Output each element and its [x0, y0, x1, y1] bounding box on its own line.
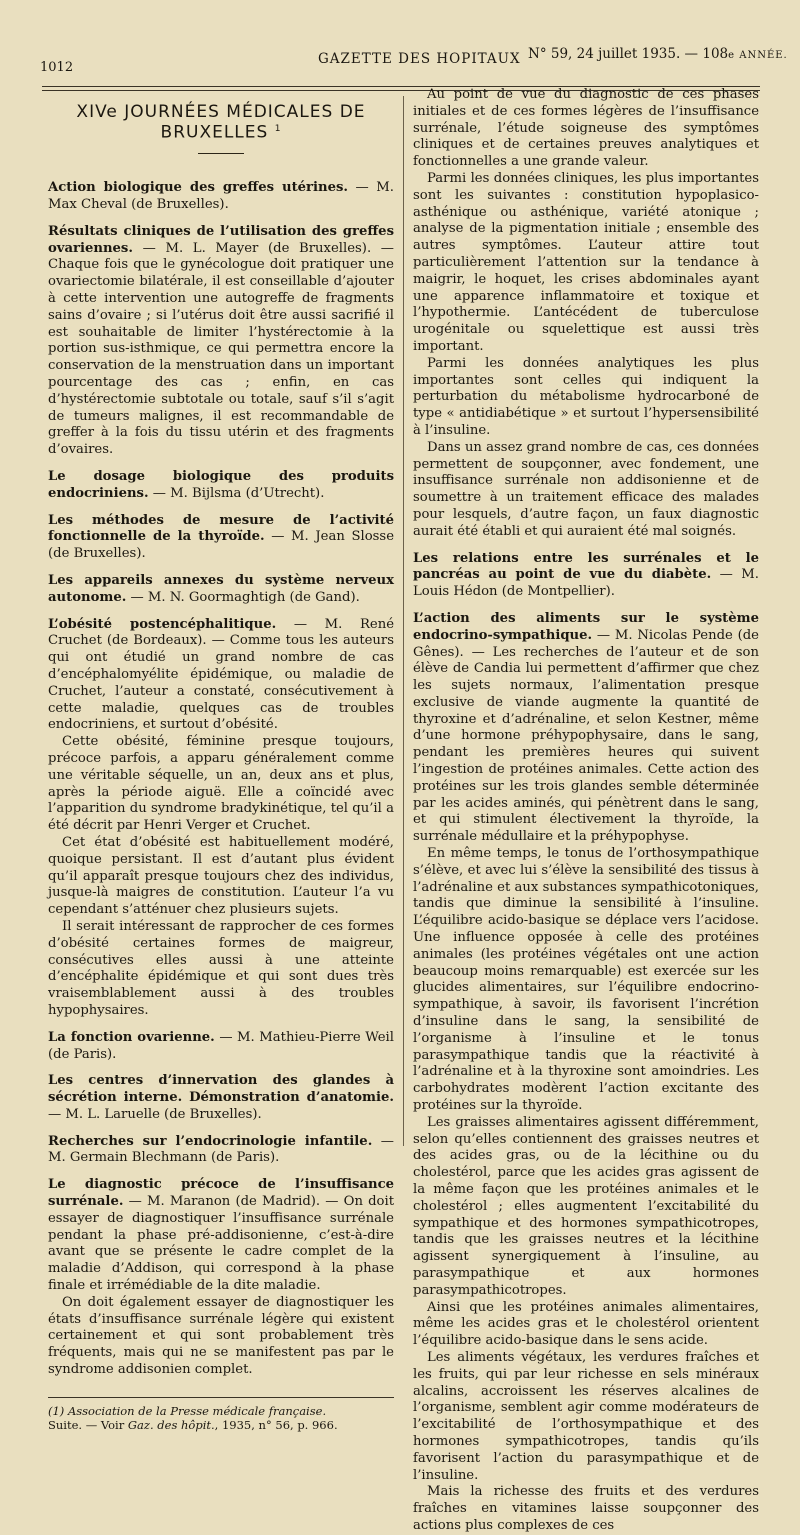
article-title-text: XIVe JOURNÉES MÉDICALES DE BRUXELLES — [76, 102, 366, 143]
section-surrenales-pancreas — [413, 551, 759, 601]
footnote-suffix: , 1935, n° 56, p. 966. — [214, 1417, 338, 1432]
section-centres-innervation — [48, 1073, 394, 1123]
paragraph: En même temps, le tonus de l’orthosympathique s’élève, et avec lui s’élève la sensibilité des tissus à l’adrénaline et aux substances sympathicotoniques, tandis que diminue la sensibilité à l’insuline. L’équilibre acido-basique se déplace vers l’acidose. Une influence opposée à celle des protéines animales (les protéines végétales ont une action beaucoup moins remarquable) est exercée sur les glucides alimentaires, sur l’équilibre endocrino-sympathique, à savoir, ils favorisent l’incrétion d’insuline dans le sang, la sensibilité de l’organisme à l’insuline et le tonus parasympathique tandis que la réactivité à l’adrénaline et à la thyroxine sont amoindries. Les carbohydrates modèrent l’action excitante des protéines sur la thyroïde. — [413, 846, 759, 1114]
section-aliments-endocrino — [413, 611, 759, 846]
section-heading: Résultats cliniques de l’utilisation des greffes ovariennes. — [48, 223, 394, 256]
section-heading: Les méthodes de mesure de l’activité fonctionnelle de la thyroïde. — [48, 512, 394, 545]
section-heading: Recherches sur l’endocrinologie infantile. — [48, 1133, 373, 1149]
issue-info — [528, 46, 788, 62]
section-heading: Les relations entre les surrénales et le pancréas au point de vue du diabète. — [413, 550, 759, 583]
paragraph: Ainsi que les protéines animales alimentaires, même les acides gras et le cholestérol orientent l’équilibre acido-basique dans le sens acide. — [413, 1299, 759, 1349]
left-column — [48, 104, 394, 1432]
page-number: 1012 — [40, 60, 74, 75]
section-author: — M. Germain Blechmann (de Paris). — [48, 1133, 394, 1166]
paragraph: Les aliments végétaux, les verdures fraîches et les fruits, qui par leur richesse en sels minéraux alcalins, accroissent les réserves alcalines de l’organisme, semblent agir comme modérateurs de l’excitabilité de l’orthosympathique et des hormones sympathicotropes, tandis qu’ils favorisent l’action du parasympathique et de l’insuline. — [413, 1349, 759, 1483]
issue-suffix: e ANNÉE. — [728, 50, 788, 61]
footnote-line — [48, 1404, 394, 1418]
section-author: — M. L. Laruelle (de Bruxelles). — [48, 1106, 262, 1122]
section-heading: L’obésité postencéphalitique. — [48, 616, 277, 632]
section-heading: Le dosage biologique des produits endocriniens. — [48, 469, 394, 501]
section-heading: Les centres d’innervation des glandes à sécrétion interne. Démonstration d’anatomie. — [48, 1073, 394, 1106]
issue-date: N° 59, 24 juillet 1935. — 108 — [528, 46, 729, 62]
paragraph: Cet état d’obésité est habituellement modéré, quoique persistant. Il est d’autant plus évident qu’il apparaît presque toujours chez des individus, jusque-là maigres de constitution. L’auteur l’a vu cependant s’atténuer chez plusieurs sujets. — [48, 834, 394, 918]
article-title — [48, 104, 394, 141]
section-author: — M. Mathieu-Pierre Weil (de Paris). — [48, 1029, 394, 1062]
section-text: — M. René Cruchet (de Bordeaux). — Comme tous les auteurs qui ont étudié un grand nombre de cas d’encéphalomyélite épidémique, ou maladie de Cruchet, l’auteur a constaté, consécutivement à cette maladie, quelques cas de troubles endocriniens, et surtout d’obésité. — [48, 616, 394, 733]
paragraph: Parmi les données analytiques les plus importantes sont celles qui indiquent la perturbation du métabolisme hydrocarboné de type « antidiabétique » et surtout l’hypersensibilité à l’insuline. — [413, 355, 759, 438]
section-endocrinologie-infantile — [48, 1134, 394, 1168]
section-heading: Action biologique des greffes utérines. — [48, 180, 349, 196]
section-heading: Les appareils annexes du système nerveux autonome. — [48, 572, 394, 605]
section-author: — M. Jean Slosse (de Bruxelles). — [48, 529, 394, 562]
paragraph: On doit également essayer de diagnostiquer les états d’insuffisance surrénale légère qui existent certainement et qui sont probablement très fréquents, mais qui ne se manifestent pas par le syndrome addisonien complet. — [48, 1294, 394, 1378]
section-greffes-uterines — [48, 180, 394, 214]
section-author: — M. Bijlsma (d’Utrecht). — [148, 485, 325, 501]
footnote-prefix: Suite. — Voir — [48, 1417, 128, 1432]
section-obesite — [48, 617, 394, 735]
column-divider — [403, 96, 404, 1146]
section-appareils-annexes — [48, 573, 394, 607]
section-dosage-biologique — [48, 469, 394, 503]
running-title: GAZETTE DES HOPITAUX — [318, 51, 521, 67]
section-fonction-ovarienne — [48, 1030, 394, 1064]
footnote-rule — [48, 1397, 394, 1398]
paragraph: Mais la richesse des fruits et des verdures fraîches en vitamines laisse soupçonner des actions plus complexes de ces — [413, 1484, 759, 1533]
paragraph: Cette obésité, féminine presque toujours, précoce parfois, a apparu généralement comme une véritable séquelle, un an, deux ans et plus, après la période aiguë. Elle a coïncidé avec l’apparition du syndrome bradykinétique, tel qu’il a été décrit par Henri Verger et Cruchet. — [48, 734, 394, 834]
section-author: — M. Max Cheval (de Bruxelles). — [48, 180, 394, 213]
section-text: — M. Nicolas Pende (de Gênes). — Les recherches de l’auteur et de son élève de Candia lui permettent d’affirmer que chez les sujets normaux, l’alimentation presque exclusive de viande augmente la quantité de thyroxine et d’adrénaline, et selon Kestner, même d’une hormone préhypophysaire, dans le sang, pendant les premières heures qui suivent l’ingestion de protéines animales. Cette action des protéines sur les trois glandes semble déterminée par les acides aminés, qui pénètrent dans le sang, et qui stimulent électivement la thyroïde, la surrénale médullaire et la préhypophyse. — [413, 627, 759, 845]
right-column — [413, 87, 759, 1535]
section-author: — M. N. Goormaghtigh (de Gand). — [126, 589, 360, 605]
section-heading: La fonction ovarienne. — [48, 1029, 215, 1045]
section-text: — M. Maranon (de Madrid). — On doit essayer de diagnostiquer l’insuffisance surrénale pendant la phase pré-addisonienne, c’est-à-dire avant que se présente le cadre complet de la maladie d’Addison, qui correspond à la phase finale et irrémédiable de la dite maladie. — [48, 1194, 394, 1294]
section-heading: Le diagnostic précoce de l’insuffisance surrénale. — [48, 1177, 394, 1210]
footnote-text: (1) Association de la Presse médicale française. — [48, 1403, 327, 1418]
section-author: — M. Louis Hédon (de Montpellier). — [413, 567, 759, 600]
footnote-journal: Gaz. des hôpit. — [127, 1417, 215, 1432]
footnote-line — [48, 1418, 394, 1432]
paragraph: Au point de vue du diagnostic de ces phases initiales et de ces formes légères de l’insuffisance surrénale, l’étude soigneuse des symptômes cliniques et de certaines preuves analytiques et fonctionnelles a une grande valeur. — [413, 87, 759, 170]
section-thyroide — [48, 513, 394, 563]
section-text: — M. L. Mayer (de Bruxelles). — Chaque fois que le gynécologue doit pratiquer une ovariectomie bilatérale, il est conseillable d’ajouter à cette intervention une autogreffe de fragments sains d’ovaire ; si l’utérus doit être aussi sacrifié il est souhaitable de limiter l’hystérectomie à la portion sus-isthmique, ce qui permettra encore la conservation de la menstruation dans un important pourcentage des cas ; enfin, en cas d’hystérectomie subtotale ou totale, sauf s’il s’agit de tumeurs malignes, il est recommandable de greffer à la fois du tissu utérin et des fragments d’ovaires. — [48, 240, 394, 458]
title-footnote-marker: 1 — [274, 123, 282, 134]
title-rule — [198, 153, 244, 154]
section-greffes-ovariennes — [48, 224, 394, 459]
paragraph: Parmi les données cliniques, les plus importantes sont les suivantes : constitution hypoplasico-asthénique ou asthénique, variété atonique ; analyse de la pigmentation initiale ; ensemble des autres symptômes. L’auteur attire tout particulièrement l’attention sur la tendance à maigrir, le hoquet, les crises abdominales ayant une apparence inflammatoire et toxique et l’hypothermie. L’antécédent de tuberculose urogénitale ou squelettique est aussi très important. — [413, 170, 759, 354]
section-heading: L’action des aliments sur le système endocrino-sympathique. — [413, 610, 759, 643]
section-insuffisance-surrenale — [48, 1177, 394, 1295]
paragraph: Les graisses alimentaires agissent différemment, selon qu’elles contiennent des graisses neutres et des acides gras, ou de la lécithine ou du cholestérol, parce que les acides gras agissent de la même façon que les protéines animales et le cholestérol ; elles augmentent l’excitabilité du sympathique et des hormones sympathicotropes, tandis que les graisses neutres et la lécithine agissent synergiquement à l’insuline, au parasympathique et aux hormones parasympathicotropes. — [413, 1114, 759, 1298]
paragraph: Il serait intéressant de rapprocher de ces formes d’obésité certaines formes de maigreur, consécutives elles aussi à une atteinte d’encéphalite épidémique et qui sont dues très vraisemblablement aussi à des troubles hypophysaires. — [48, 918, 394, 1018]
paragraph: Dans un assez grand nombre de cas, ces données permettent de soupçonner, avec fondement, une insuffisance surrénale non addisonienne et de soumettre à un traitement efficace des malades pour lesquels, d’autre façon, un faux diagnostic aurait été établi et qui auraient été mal soignés. — [413, 439, 759, 539]
footnote — [48, 1404, 394, 1432]
